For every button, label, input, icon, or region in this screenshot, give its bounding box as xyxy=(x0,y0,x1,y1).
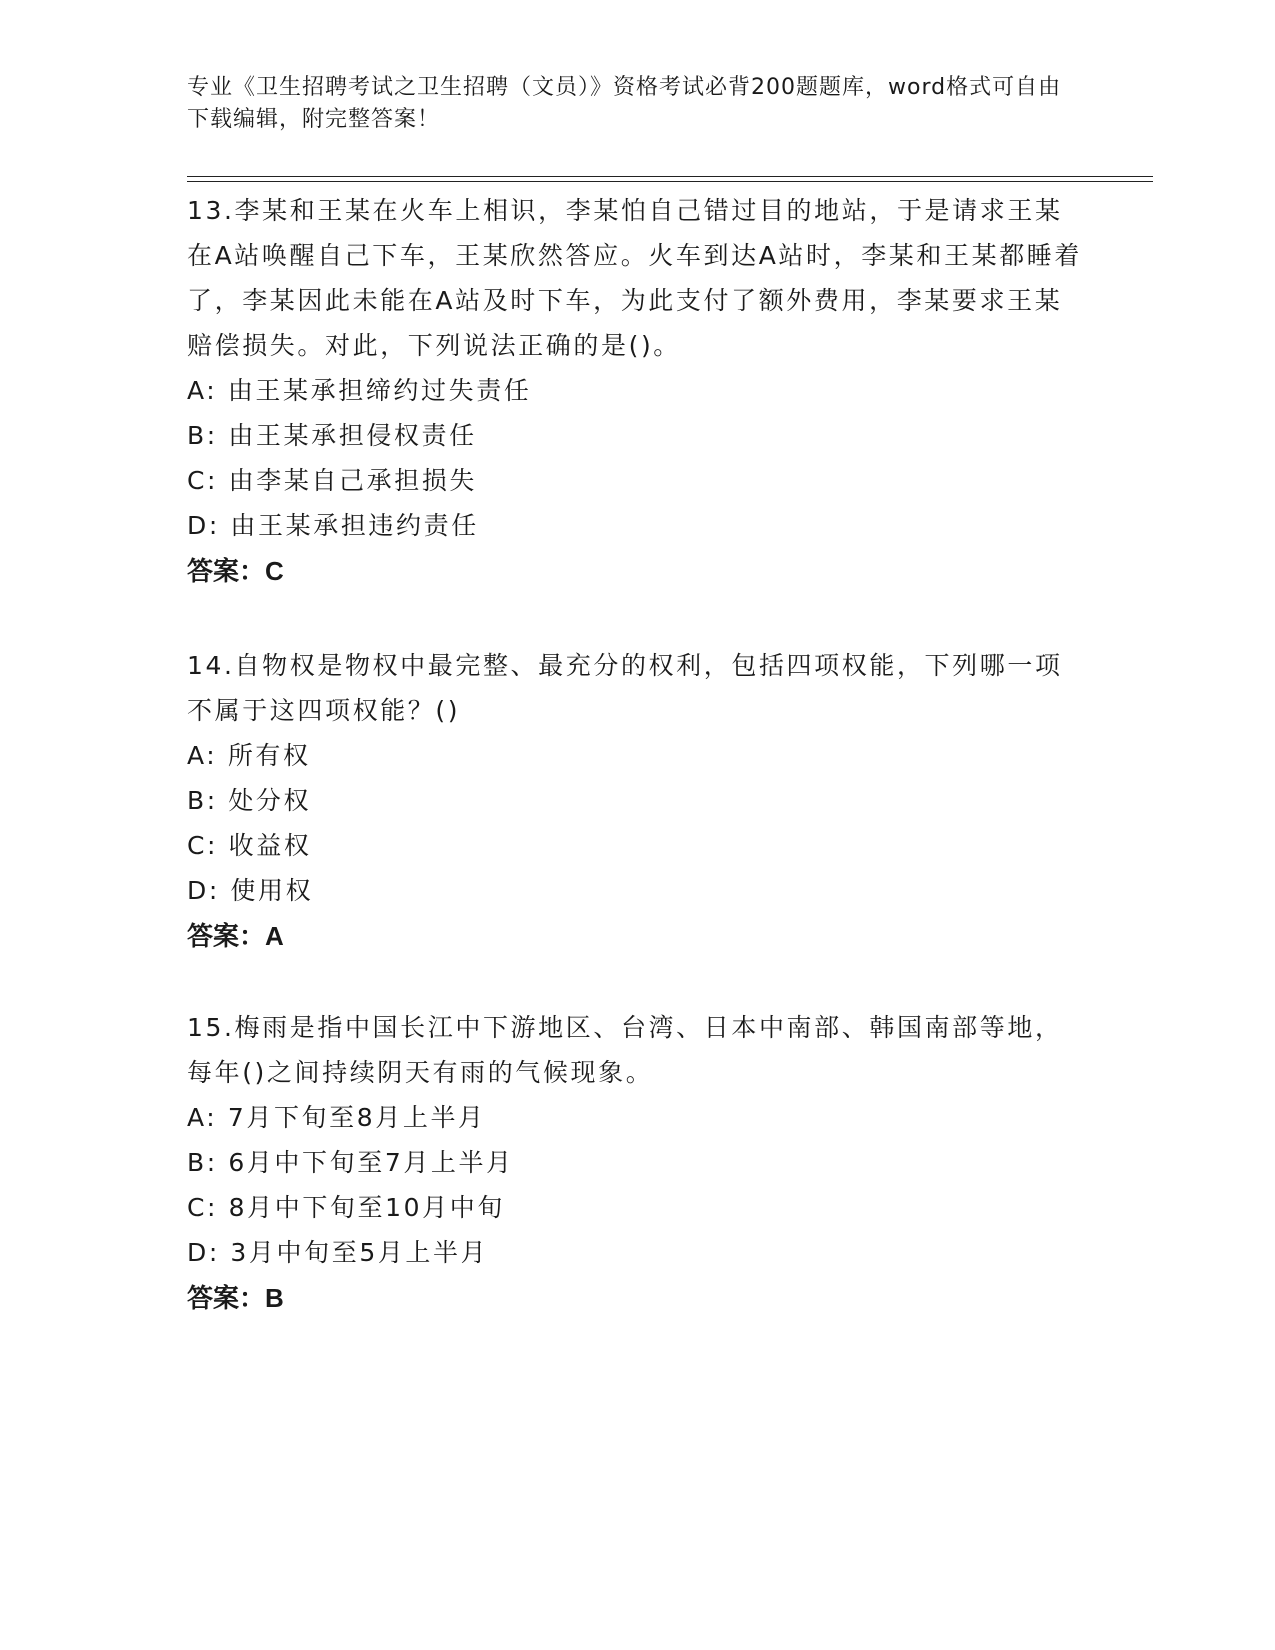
option-b: B: 由王某承担侵权责任 xyxy=(187,421,477,450)
option-a: A: 由王某承担缔约过失责任 xyxy=(187,376,532,405)
answer-line: 答案：A xyxy=(187,921,284,951)
option-c: C: 收益权 xyxy=(187,831,312,860)
option-b: B: 6月中下旬至7月上半月 xyxy=(187,1148,514,1177)
option-b: B: 处分权 xyxy=(187,786,312,815)
document-header: 专业《卫生招聘考试之卫生招聘（文员）》资格考试必背200题题库，word格式可自由下载编辑，附完整答案！ xyxy=(187,75,1062,132)
question-15 xyxy=(187,1005,1087,1321)
answer-line: 答案：B xyxy=(187,1283,284,1313)
option-c: C: 由李某自己承担损失 xyxy=(187,466,478,495)
question-stem: 15.梅雨是指中国长江中下游地区、台湾、日本中南部、韩国南部等地，每年()之间持续阴天有雨的气候现象。 xyxy=(187,1013,1063,1087)
answer-line: 答案：C xyxy=(187,556,284,586)
question-stem: 13.李某和王某在火车上相识，李某怕自己错过目的地站，于是请求王某在A站唤醒自己下车，王某欣然答应。火车到达A站时，李某和王某都睡着了，李某因此未能在A站及时下车，为此支付了额外费用，李某要求王某赔偿损失。对此，下列说法正确的是()。 xyxy=(187,196,1083,360)
option-d: D: 由王某承担违约责任 xyxy=(187,511,479,540)
header-divider-bottom xyxy=(187,181,1153,182)
question-stem: 14.自物权是物权中最完整、最充分的权利，包括四项权能，下列哪一项不属于这四项权能？() xyxy=(187,651,1063,725)
question-14 xyxy=(187,643,1087,959)
header-divider-top xyxy=(187,176,1153,177)
option-c: C: 8月中下旬至10月中旬 xyxy=(187,1193,505,1222)
question-13 xyxy=(187,188,1087,594)
option-a: A: 所有权 xyxy=(187,741,311,770)
option-d: D: 3月中旬至5月上半月 xyxy=(187,1238,489,1267)
option-d: D: 使用权 xyxy=(187,876,314,905)
option-a: A: 7月下旬至8月上半月 xyxy=(187,1103,486,1132)
